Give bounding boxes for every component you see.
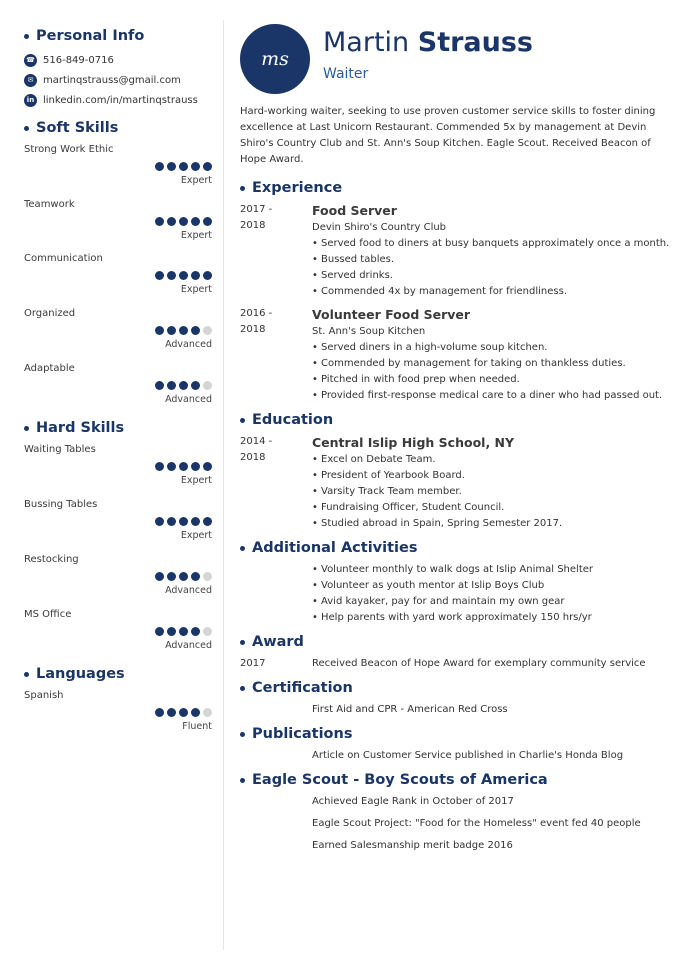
entry-org: Devin Shiro's Country Club [312,222,447,233]
award-text: Received Beacon of Hope Award for exemplary community service [312,658,646,669]
activity-item: • Volunteer monthly to walk dogs at Islip Animal Shelter [312,562,660,578]
rating-dot-filled [167,381,176,390]
bullet-item: • Varsity Track Team member. [312,484,660,500]
bullet-item: • Studied abroad in Spain, Spring Semester 2017. [312,516,660,532]
skill-name: Strong Work Ethic [24,144,114,155]
eagle-scout-item: Eagle Scout Project: "Food for the Homeless" event fed 40 people [312,818,641,829]
bullet-item: • Served food to diners at busy banquets approximately once a month. [312,236,669,252]
rating-dot-filled [191,517,200,526]
rating-dot-filled [167,462,176,471]
skill-rating [155,381,212,390]
skill-name: Spanish [24,690,64,702]
rating-dot-empty [203,627,212,636]
bullet-icon [240,546,245,551]
rating-dot-filled [167,271,176,280]
award-entry [240,656,660,672]
bullet-item: • Pitched in with food prep when needed. [312,372,662,388]
phone-text: 516-849-0716 [43,54,114,66]
bullet-icon [24,126,29,131]
bullet-icon [24,426,29,431]
entry-bullets [312,340,662,404]
hard-skills-heading: Hard Skills [24,418,214,438]
skill-level: Advanced [165,393,212,405]
languages-heading: Languages [24,664,214,684]
right-column [240,22,670,863]
rating-dot-filled [167,326,176,335]
rating-dot-filled [179,517,188,526]
rating-dot-filled [155,381,164,390]
skill-item [24,253,214,308]
skill-rating [155,517,212,526]
summary-paragraph: Hard-working waiter, seeking to use proven customer service skills to foster dining excellence at Last Unicorn Restaurant. Commended 5x by management at Devin Shiro's Country Club and St. Ann's Soup Kitchen. Eagle Scout. Received Beacon of Hope Award. [240,106,656,165]
bullet-item: • Served drinks. [312,268,669,284]
rating-dot-filled [203,462,212,471]
left-column [24,26,214,745]
languages-list [24,690,214,745]
entry-date: 2016 - 2018 [240,308,273,335]
rating-dot-filled [179,627,188,636]
skill-item [24,444,214,499]
bullet-icon [240,732,245,737]
skill-item [24,554,214,609]
experience-heading: Experience [240,178,660,198]
email-link[interactable]: martinqstrauss@gmail.com [43,74,181,86]
skill-level: Expert [180,175,212,186]
skill-name: Communication [24,253,103,265]
resume-header [240,22,660,102]
skill-rating [155,162,212,171]
publication-text: Article on Customer Service published in Charlie's Honda Blog [312,750,624,761]
bullet-item: • Excel on Debate Team. [312,452,660,468]
soft-skills-heading: Soft Skills [24,118,214,138]
eagle-scout-item: Earned Salesmanship merit badge 2016 [312,840,513,851]
rating-dot-filled [155,162,164,171]
job-title: Waiter [323,66,369,82]
rating-dot-filled [191,708,200,717]
entry-title: Central Islip High School, NY [312,435,515,450]
skill-rating [155,217,212,226]
rating-dot-filled [191,462,200,471]
skill-rating [155,462,212,471]
rating-dot-empty [203,381,212,390]
award-heading: Award [240,632,660,652]
entry-date: 2014 - 2018 [240,436,273,463]
skill-rating [155,708,212,717]
rating-dot-filled [191,572,200,581]
skill-name: Organized [24,308,76,320]
rating-dot-filled [203,271,212,280]
bullet-item: • Commended by management for taking on thankless duties. [312,356,662,372]
rating-dot-filled [203,217,212,226]
publication-entry [240,748,660,764]
bullet-item: • Provided first-response medical care to a diner who had passed out. [312,388,662,404]
entry-title: Volunteer Food Server [312,307,471,322]
eagle-scout-entry [240,794,660,857]
rating-dot-filled [155,517,164,526]
linkedin-link[interactable]: linkedin.com/in/martinqstrauss [43,94,198,106]
skill-level: Advanced [165,639,212,651]
skill-item [24,144,214,199]
award-date: 2017 [240,658,266,669]
eagle-scout-list [312,791,660,857]
linkedin-icon: in [24,94,37,107]
rating-dot-filled [203,517,212,526]
bullet-item: • Served diners in a high-volume soup kitchen. [312,340,662,356]
rating-dot-empty [203,708,212,717]
rating-dot-filled [179,381,188,390]
skill-name: Bussing Tables [24,499,98,511]
entry-bullets [312,452,660,532]
rating-dot-filled [191,271,200,280]
rating-dot-filled [167,627,176,636]
bullet-item: • President of Yearbook Board. [312,468,660,484]
skill-level: Expert [180,229,212,241]
rating-dot-filled [179,162,188,171]
skill-level: Fluent [182,721,212,733]
rating-dot-empty [203,572,212,581]
rating-dot-filled [179,271,188,280]
experience-entry [240,306,663,404]
personal-info-heading: Personal Info [24,26,214,46]
rating-dot-filled [179,708,188,717]
rating-dot-filled [167,708,176,717]
activities-entry [240,562,660,626]
entry-org: St. Ann's Soup Kitchen [312,326,426,337]
bullet-item: • Commended 4x by management for friendliness. [312,284,669,300]
bullet-icon [240,418,245,423]
bullet-icon [240,686,245,691]
education-list [240,434,660,532]
rating-dot-filled [167,572,176,581]
full-name: Martin Strauss [323,27,534,58]
skill-name: Teamwork [24,198,75,210]
skill-item [24,499,214,554]
skill-rating [155,627,212,636]
skill-name: MS Office [24,608,72,620]
activities-bullets [312,562,660,626]
bullet-item: • Bussed tables. [312,252,669,268]
activity-item: • Avid kayaker, pay for and maintain my own gear [312,594,660,610]
rating-dot-filled [191,162,200,171]
activity-item: • Help parents with yard work approximately 150 hrs/yr [312,610,660,626]
rating-dot-filled [167,517,176,526]
activity-item: • Volunteer as youth mentor at Islip Boys Club [312,578,660,594]
rating-dot-filled [179,572,188,581]
skill-level: Advanced [165,339,212,351]
contact-email[interactable] [24,70,214,90]
skill-item [24,308,214,363]
activities-heading: Additional Activities [240,538,660,558]
entry-bullets [312,236,669,300]
bullet-icon [24,672,29,677]
skill-level: Expert [180,475,212,487]
experience-entry [240,202,670,300]
rating-dot-filled [155,462,164,471]
skill-level: Advanced [165,584,212,596]
skill-rating [155,326,212,335]
entry-date: 2017 - 2018 [240,204,273,231]
skill-level: Expert [180,284,212,296]
experience-list [240,202,670,404]
skill-item [24,363,214,418]
email-icon: ✉ [24,74,37,87]
rating-dot-filled [191,217,200,226]
skill-item [24,199,214,254]
certification-entry [240,702,660,718]
skill-rating [155,271,212,280]
hard-skills-list [24,444,214,663]
contact-linkedin[interactable] [24,90,214,110]
contact-phone [24,50,214,70]
skill-name: Adaptable [24,362,75,374]
rating-dot-filled [179,462,188,471]
education-heading: Education [240,410,660,430]
rating-dot-filled [155,572,164,581]
column-divider [223,20,224,950]
rating-dot-filled [179,326,188,335]
bullet-item: • Fundraising Officer, Student Council. [312,500,660,516]
bullet-icon [240,778,245,783]
rating-dot-filled [155,708,164,717]
initials-logo: ms [240,24,310,94]
rating-dot-filled [179,217,188,226]
skill-item [24,690,214,745]
publications-heading: Publications [240,724,660,744]
certification-text: First Aid and CPR - American Red Cross [312,704,508,715]
rating-dot-filled [191,381,200,390]
rating-dot-filled [167,162,176,171]
certification-heading: Certification [240,678,660,698]
education-entry [240,434,660,532]
skill-rating [155,572,212,581]
rating-dot-filled [155,271,164,280]
bullet-icon [240,186,245,191]
bullet-icon [240,640,245,645]
rating-dot-filled [203,162,212,171]
skill-item [24,609,214,664]
rating-dot-empty [203,326,212,335]
phone-icon: ☎ [24,54,37,67]
rating-dot-filled [155,217,164,226]
eagle-scout-heading: Eagle Scout - Boy Scouts of America [240,770,660,790]
rating-dot-filled [191,627,200,636]
rating-dot-filled [155,627,164,636]
rating-dot-filled [167,217,176,226]
entry-title: Food Server [312,203,397,218]
skill-name: Restocking [24,553,79,565]
skill-name: Waiting Tables [24,444,96,456]
rating-dot-filled [155,326,164,335]
soft-skills-list [24,144,214,417]
bullet-icon [24,34,29,39]
rating-dot-filled [191,326,200,335]
skill-level: Expert [180,530,212,542]
eagle-scout-item: Achieved Eagle Rank in October of 2017 [312,796,514,807]
